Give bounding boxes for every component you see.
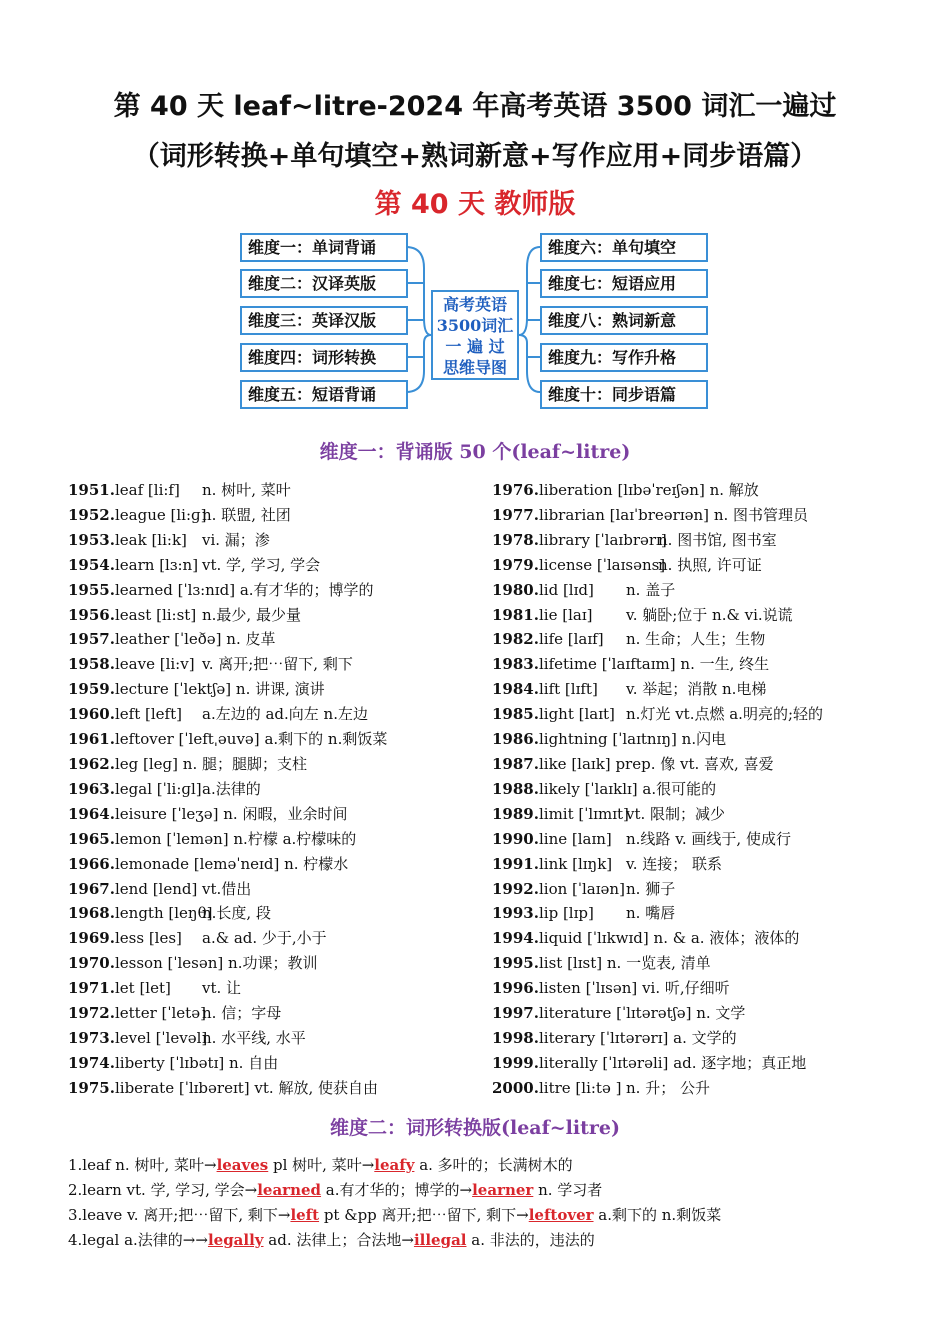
mindmap-center-line-3: 一 遍 过 [445, 337, 505, 356]
word-entry: 1974.liberty [ˈlɪbətɪ] n. 自由 [68, 1053, 279, 1072]
word-entry: 1976.liberation [lɪbəˈreɪʃən] n. 解放 [492, 481, 759, 499]
word-entry: 1967.lend [lend] vt.借出 [68, 879, 252, 898]
mindmap-center-line-4: 思维导图 [442, 358, 507, 377]
word-list-right [492, 478, 824, 1101]
word-entry: 1959.lecture [ˈlektʃə] n. 讲课, 演讲 [68, 680, 325, 699]
mindmap-center-line-1: 高考英语 [442, 295, 507, 314]
word-entry: 1996.listen [ˈlɪsən] vi. 听,仔细听 [492, 979, 730, 998]
conversion-item: 1.leaf n. 树叶, 菜叶→leaves pl 树叶, 菜叶→leafy a. 多叶的；长满树木的 [68, 1156, 573, 1174]
word-entry: 1995.list [lɪst] n. 一览表, 清单 [492, 954, 711, 973]
title-line-1: 第 40 天 leaf~litre-2024 年高考英语 3500 词汇一遍过 [113, 91, 837, 122]
word-entry: 1984.lift [lɪft] v. 举起；消散 n.电梯 [492, 680, 767, 699]
conversion-list [68, 1153, 721, 1253]
word-entry: 1955.learned [ˈlɜ:nɪd] a.有才华的；博学的 [68, 580, 374, 599]
title-line-3: 第 40 天 教师版 [374, 189, 576, 220]
word-entry: 1963.legal [ˈli:ɡl] a.法律的 [68, 779, 261, 798]
mindmap-right-5: 维度十：同步语篇 [540, 380, 708, 409]
word-entry: 1987.like [laɪk] prep. 像 vt. 喜欢, 喜爱 [492, 754, 774, 773]
word-entry: 1952.league [li:ɡ] n. 联盟, 社团 [68, 505, 291, 524]
mindmap-right-2: 维度七：短语应用 [540, 269, 708, 298]
word-entry: 1998.literary [ˈlɪtərərɪ] a. 文学的 [492, 1028, 737, 1047]
word-entry: 1999.literally [ˈlɪtərəli] ad. 逐字地；真正地 [492, 1053, 807, 1072]
word-entry: 1953.leak [li:k] vi. 漏；渗 [68, 530, 270, 549]
mindmap-left-4: 维度四：词形转换 [240, 343, 408, 372]
word-entry: 1997.literature [ˈlɪtərətʃə] n. 文学 [492, 1004, 746, 1023]
word-entry: 1961.leftover [ˈleftˌəuvə] a.剩下的 n.剩饭菜 [68, 730, 388, 749]
word-entry: 1992.lion [ˈlaɪən] n. 狮子 [492, 879, 676, 898]
mindmap-left-3: 维度三：英译汉版 [240, 306, 408, 335]
word-entry: 1970.lesson [ˈlesən] n.功课；教训 [68, 954, 318, 973]
word-entry: 1988.likely [ˈlaɪklɪ] a.很可能的 [492, 779, 717, 798]
word-entry: 1957.leather [ˈleðə] n. 皮革 [68, 630, 276, 649]
word-entry: 1977.librarian [laɪˈbreərɪən] n. 图书管理员 [492, 505, 809, 524]
word-entry: 1993.lip [lɪp] n. 嘴唇 [492, 904, 676, 923]
word-entry: 1983.lifetime [ˈlaɪftaɪm] n. 一生, 终生 [492, 655, 770, 674]
word-entry: 1972.letter [ˈletə] n. 信；字母 [68, 1004, 282, 1023]
word-entry: 1956.least [li:st] n.最少, 最少量 [68, 605, 301, 624]
word-entry: 1980.lid [lɪd] n. 盖子 [492, 580, 676, 599]
word-entry: 1986.lightning [ˈlaɪtnɪŋ] n.闪电 [492, 730, 727, 749]
mindmap-left-2: 维度二：汉译英版 [240, 269, 408, 298]
word-entry: 1975.liberate [ˈlɪbəreɪt] vt. 解放, 使获自由 [68, 1078, 378, 1097]
section-1-heading: 维度一：背诵版 50 个(leaf~litre) [319, 441, 631, 463]
conversion-item: 3.leave v. 离开;把⋯留下, 剩下→left pt &pp 离开;把⋯留下, 剩下→leftover a.剩下的 n.剩饭菜 [68, 1206, 722, 1224]
mind-map [238, 228, 714, 414]
word-entry: 1985.light [laɪt] n.灯光 vt.点燃 a.明亮的;轻的 [492, 705, 824, 724]
word-entry: 1958.leave [li:v] v. 离开;把⋯留下, 剩下 [68, 655, 353, 674]
conversion-item: 4.legal a.法律的→→legally ad. 法律上；合法地→illegal a. 非法的，违法的 [68, 1231, 595, 1249]
word-entry: 1978.library [ˈlaɪbrərɪ] n. 图书馆, 图书室 [492, 530, 777, 549]
word-entry: 1973.level [ˈlevəl] n. 水平线, 水平 [68, 1028, 306, 1047]
title-line-2: （词形转换+单句填空+熟词新意+写作应用+同步语篇） [132, 141, 818, 172]
word-entry: 1966.lemonade [leməˈneɪd] n. 柠檬水 [68, 854, 349, 873]
word-entry: 1951.leaf [li:f] n. 树叶, 菜叶 [68, 481, 291, 499]
word-entry: 1971.let [let] vt. 让 [68, 979, 242, 998]
word-entry: 1994.liquid [ˈlɪkwɪd] n. & a. 液体；液体的 [492, 929, 800, 948]
word-entry: 1991.link [lɪŋk] v. 连接； 联系 [492, 854, 722, 873]
word-entry: 1962.leg [leɡ] n. 腿；腿脚；支柱 [68, 754, 307, 773]
word-entry: 1969.less [les] a.& ad. 少于,小于 [68, 929, 327, 948]
mindmap-center-line-2: 3500词汇 [436, 316, 514, 335]
section-2-heading: 维度二：词形转换版(leaf~litre) [329, 1117, 620, 1139]
conversion-item: 2.learn vt. 学, 学习, 学会→learned a.有才华的；博学的→learner n. 学习者 [68, 1181, 603, 1199]
word-entry: 1981.lie [laɪ] v. 躺卧;位于 n.& vi.说谎 [492, 605, 793, 624]
mindmap-right-4: 维度九：写作升格 [540, 343, 708, 372]
mindmap-right-3: 维度八：熟词新意 [540, 306, 708, 335]
word-entry: 2000.litre [li:tə ] n. 升； 公升 [492, 1078, 710, 1097]
word-entry: 1960.left [left] a.左边的 ad.向左 n.左边 [68, 705, 368, 724]
word-entry: 1982.life [laɪf] n. 生命；人生；生物 [492, 630, 766, 649]
word-entry: 1964.leisure [ˈleʒə] n. 闲暇，业余时间 [68, 804, 348, 823]
word-entry: 1989.limit [ˈlɪmɪt] vt. 限制；减少 [492, 804, 726, 823]
word-entry: 1965.lemon [ˈlemən] n.柠檬 a.柠檬味的 [68, 829, 357, 848]
word-entry: 1954.learn [lɜ:n] vt. 学, 学习, 学会 [68, 555, 321, 574]
mindmap-left-5: 维度五：短语背诵 [240, 380, 408, 409]
word-list-left [68, 478, 387, 1101]
mindmap-left-1: 维度一：单词背诵 [240, 233, 408, 262]
mindmap-center [431, 290, 519, 380]
mindmap-right-1: 维度六：单句填空 [540, 233, 708, 262]
word-entry: 1979.license [ˈlaɪsəns] n. 执照, 许可证 [492, 555, 762, 574]
word-entry: 1968.length [leŋθ] n.长度, 段 [68, 904, 271, 923]
word-entry: 1990.line [laɪn] n.线路 v. 画线于, 使成行 [492, 829, 791, 848]
